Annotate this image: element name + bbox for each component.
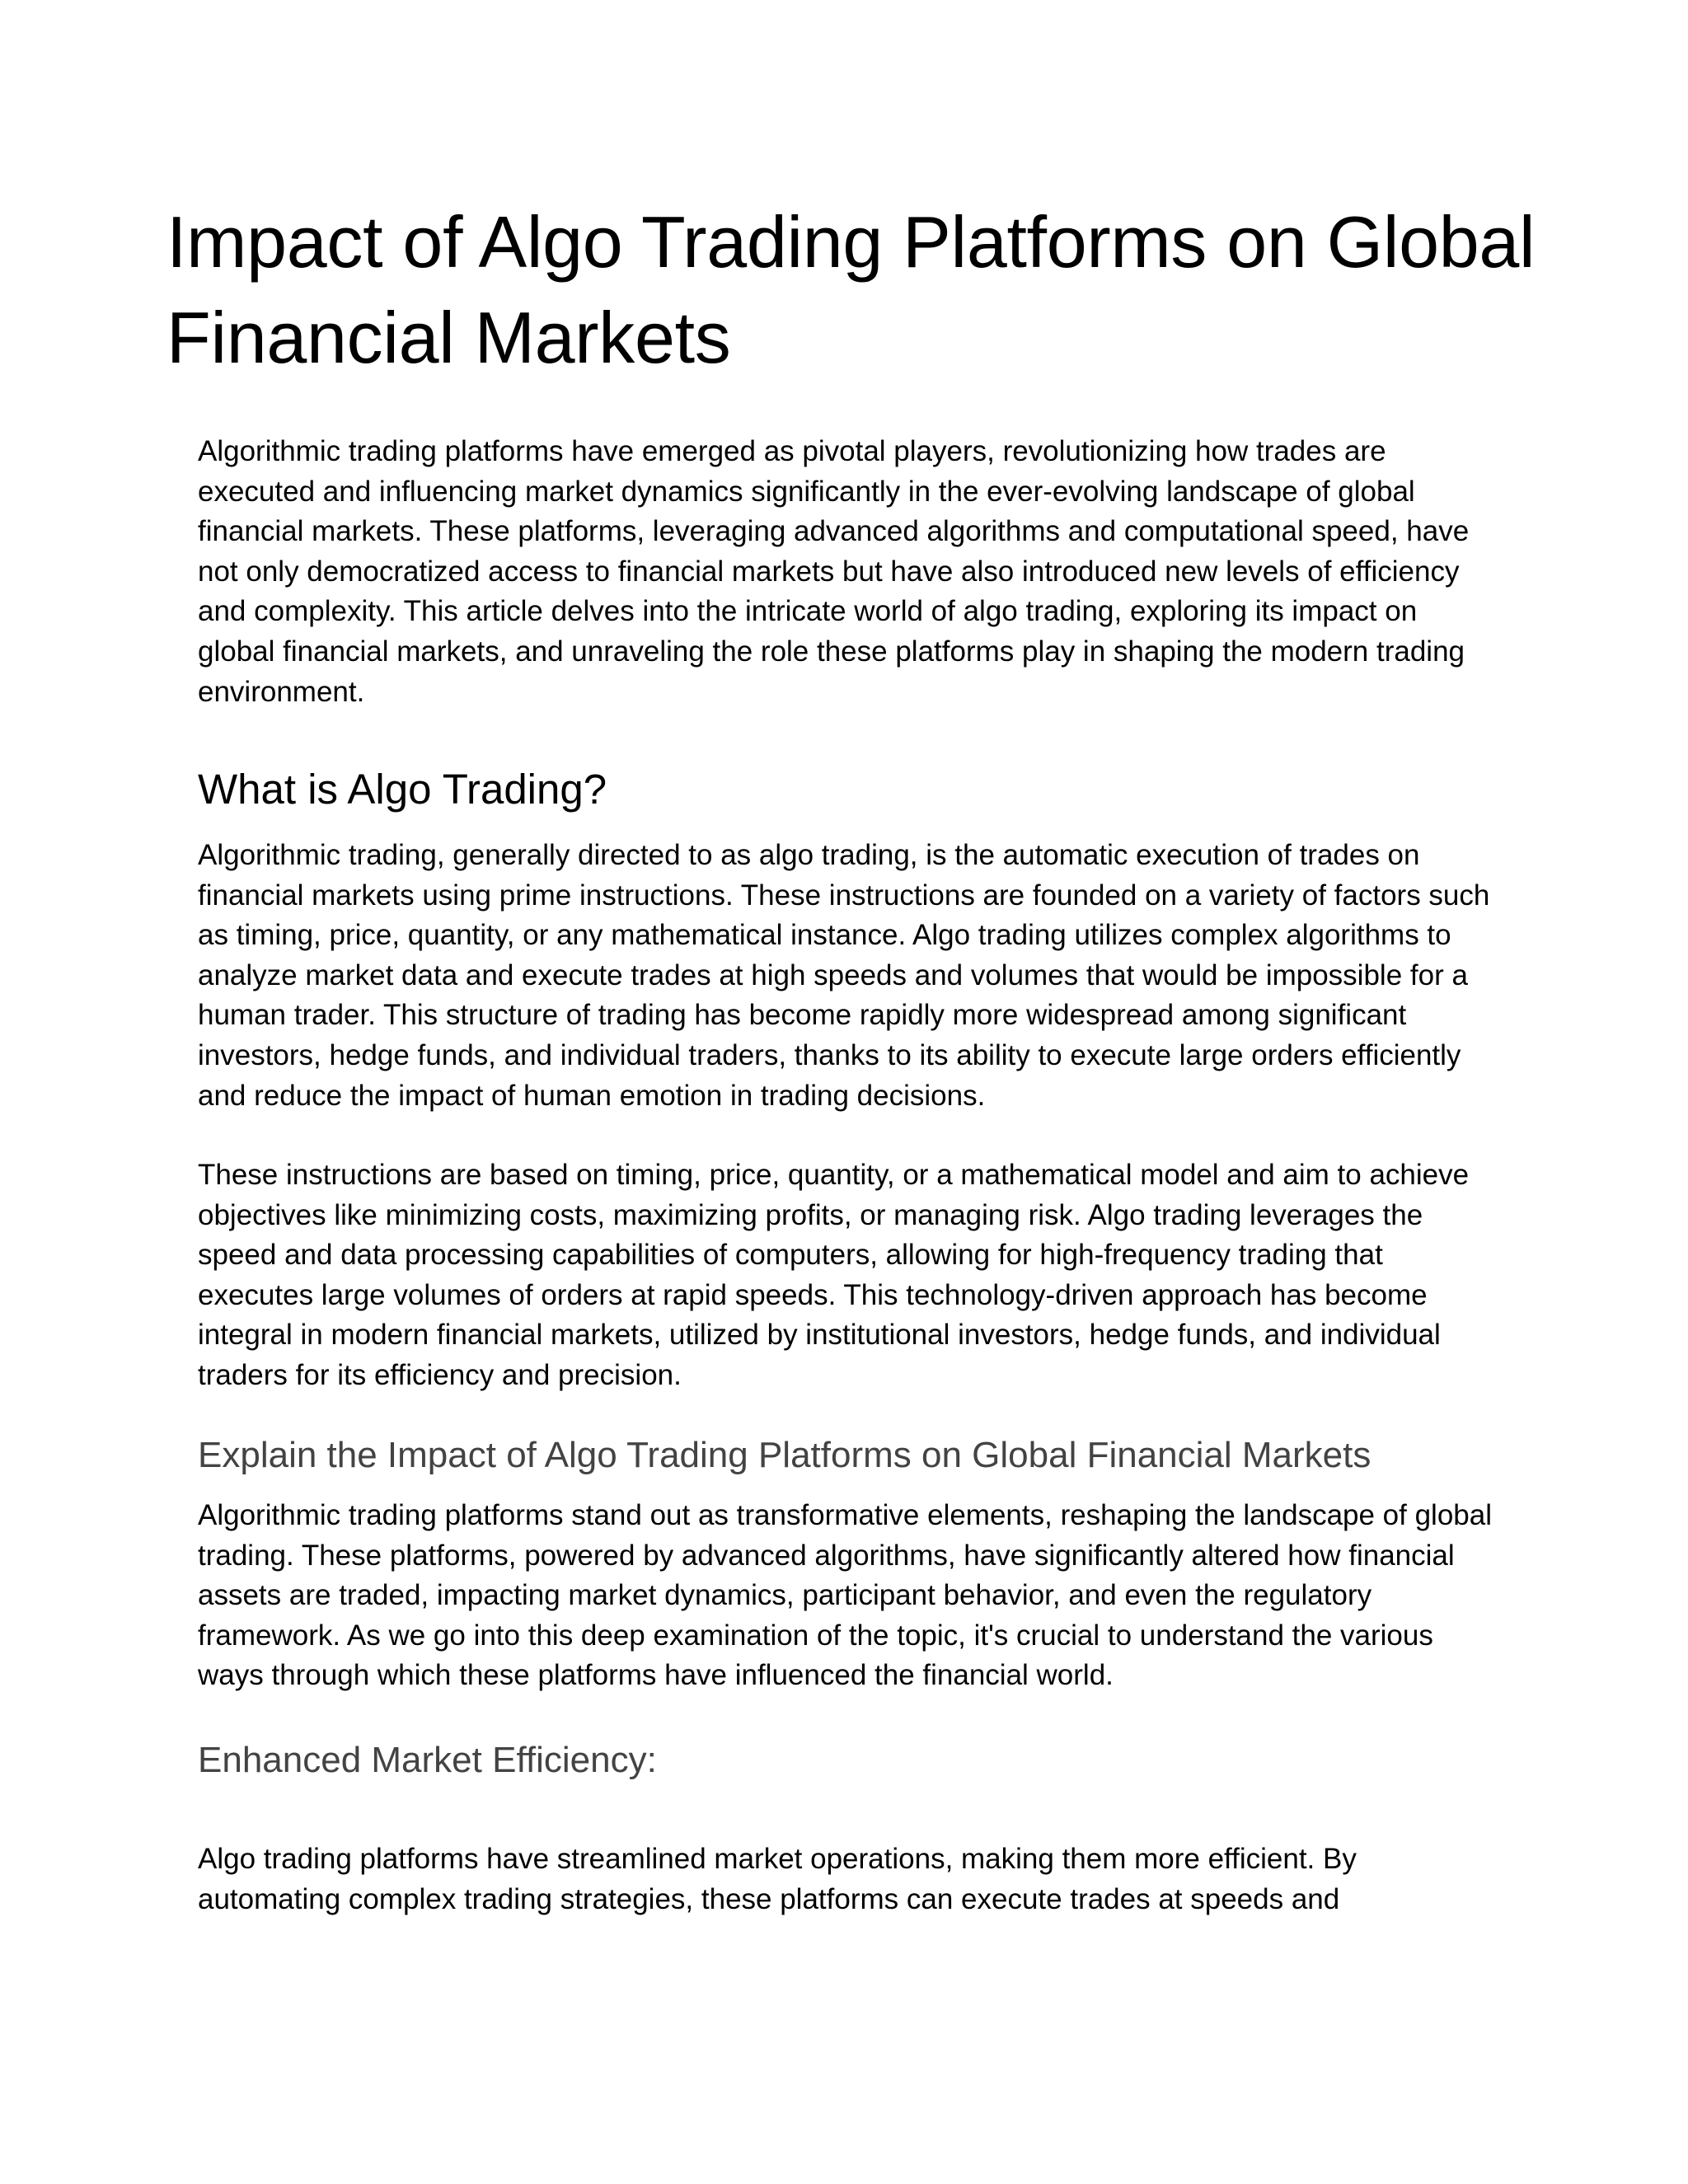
section-heading-enhanced-market-efficiency: Enhanced Market Efficiency: xyxy=(198,1740,657,1780)
intro-paragraph: Algorithmic trading platforms have emerged as pivotal players, revolutionizing how trades are executed and influencing market dynamics significantly in the ever-evolving landscape of global financial markets. These platforms, leveraging advanced algorithms and computational speed, have not only democratized access to financial markets but have also introduced new levels of efficiency and complexity. This article delves into the intricate world of algo trading, exploring its impact on global financial markets, and unraveling the role these platforms play in shaping the modern trading environment. xyxy=(198,435,1470,708)
what-is-algo-trading-paragraph-2: These instructions are based on timing, price, quantity, or a mathematical model and aim to achieve objectives like minimizing costs, maximizing profits, or managing risk. Algo trading leverages the speed and data processing capabilities of computers, allowing for high-frequency trading that executes large volumes of orders at rapid speeds. This technology-driven approach has become integral in modern financial markets, utilized by institutional investors, hedge funds, and individual traders for its efficiency and precision. xyxy=(198,1159,1470,1391)
explain-impact-paragraph: Algorithmic trading platforms stand out as transformative elements, reshaping the landscape of global trading. These platforms, powered by advanced algorithms, have significantly altered how financial assets are traded, impacting market dynamics, participant behavior, and even the regulatory framework. As we go into this deep examination of the topic, it's crucial to understand the various ways through which these platforms have influenced the financial world. xyxy=(198,1499,1493,1692)
enhanced-market-efficiency-paragraph: Algo trading platforms have streamlined market operations, making them more efficient. By automating complex trading strategies, these platforms can execute trades at speeds and xyxy=(198,1843,1357,1915)
document-title: Impact of Algo Trading Platforms on Global Financial Markets xyxy=(166,201,1536,378)
section-heading-explain-impact: Explain the Impact of Algo Trading Platforms on Global Financial Markets xyxy=(198,1435,1372,1475)
section-heading-what-is-algo-trading: What is Algo Trading? xyxy=(198,766,607,813)
what-is-algo-trading-paragraph-1: Algorithmic trading, generally directed to as algo trading, is the automatic execution of trades on financial markets using prime instructions. These instructions are founded on a variety of factors such as timing, price, quantity, or any mathematical instance. Algo trading utilizes complex algorithms to analyze market data and execute trades at high speeds and volumes that would be impossible for a human trader. This structure of trading has become rapidly more widespread among significant investors, hedge funds, and individual traders, thanks to its ability to execute large orders efficiently and reduce the impact of human emotion in trading decisions. xyxy=(198,839,1490,1112)
